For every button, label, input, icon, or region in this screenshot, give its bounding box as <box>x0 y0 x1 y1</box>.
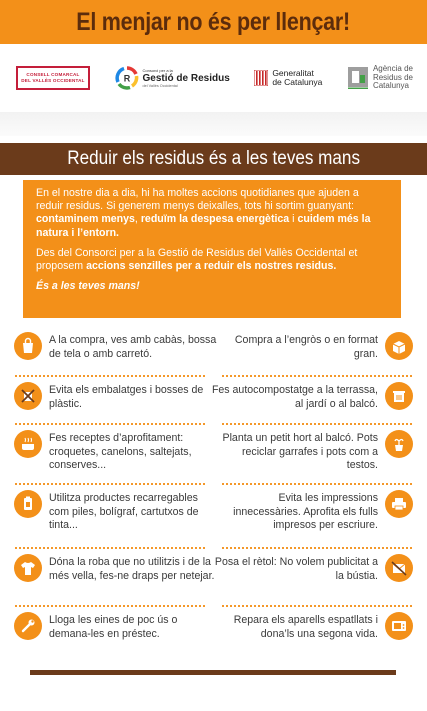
ccvo-logo-line2: DEL VALLÈS OCCIDENTAL <box>21 78 85 83</box>
gencat-line2: de Catalunya <box>272 77 323 87</box>
arc-line3: Catalunya <box>372 81 409 91</box>
intro-paragraph-1 <box>36 187 388 240</box>
consorci-logo[interactable] <box>115 66 230 90</box>
action-text: Lloga les eines de poc ús o demana-les en préstec. <box>49 614 178 640</box>
intro-text: Des del Consorci per a la Gestió de Residus del Vallès Occidental et proposem <box>36 246 358 273</box>
intro-text: En el nostre dia a dia, hi ha moltes accions quotidianes que ajuden a reduir residus. Si generem menys deixalles, tots hi sortim guanyant: <box>36 187 359 213</box>
action-item <box>14 382 219 411</box>
divider <box>14 547 206 549</box>
action-item <box>14 332 219 361</box>
arc-line1: Agència de <box>372 64 413 74</box>
title-banner <box>0 0 427 44</box>
divider <box>221 483 413 485</box>
shopping-bag-icon <box>14 332 42 360</box>
divider <box>14 483 206 485</box>
ccvo-logo[interactable] <box>16 66 90 90</box>
wrench-icon <box>14 612 42 640</box>
divider <box>14 375 206 377</box>
no-packaging-icon <box>14 382 42 410</box>
arc-line2: Residus de <box>372 72 413 82</box>
action-row <box>0 490 427 546</box>
action-text: Evita els embalatges i bosses de plàstic. <box>49 384 204 410</box>
action-item <box>208 430 413 473</box>
arc-logo[interactable] <box>347 65 413 91</box>
divider <box>221 605 413 607</box>
action-text: Utilitza productes recarregables com piles, bolígraf, cartutxos de tinta... <box>49 492 199 531</box>
microwave-icon <box>385 612 413 640</box>
no-mail-icon <box>385 554 413 582</box>
consorci-name: Gestió de Residus <box>142 73 230 84</box>
action-row <box>0 612 427 668</box>
action-item <box>208 490 413 533</box>
intro-bold-1: contaminem menys <box>36 213 135 226</box>
section-heading: Reduir els residus és a les teves mans <box>67 148 360 169</box>
action-text: Posa el rètol: No volem publicitat a la bústia. <box>214 556 378 582</box>
divider <box>221 547 413 549</box>
intro-box <box>23 180 401 318</box>
action-item <box>208 382 413 411</box>
action-text: Evita les impressions innecessàries. Aprofita els fulls impresos per escriure. <box>233 492 378 531</box>
ccvo-logo-line1: CONSELL COMARCAL <box>26 72 80 77</box>
action-text: Fes receptes d’aprofitament: croquetes, canelons, saltejats, conserves... <box>49 432 192 471</box>
divider <box>14 605 206 607</box>
page-title: El menjar no és per llençar! <box>76 7 351 36</box>
action-row <box>0 430 427 486</box>
logo-row <box>0 44 427 112</box>
t-shirt-icon <box>14 554 42 582</box>
intro-tagline: És a les teves mans! <box>36 280 140 293</box>
action-item <box>14 490 219 533</box>
gencat-logo[interactable] <box>254 69 322 87</box>
action-item <box>14 554 219 583</box>
action-row <box>0 554 427 610</box>
action-item <box>208 554 413 583</box>
action-text: Repara els aparells espatllats i dona’ls una segona vida. <box>233 614 378 640</box>
intro-paragraph-2 <box>36 247 388 273</box>
action-item <box>208 332 413 361</box>
refill-cartridge-icon <box>14 490 42 518</box>
consorci-sub: del Vallès Occidental <box>142 84 178 88</box>
divider <box>221 375 413 377</box>
action-text: Planta un petit hort al balcó. Pots reciclar garrafes i pots com a testos. <box>222 432 378 471</box>
printer-icon <box>385 490 413 518</box>
compost-bin-icon <box>385 382 413 410</box>
senyera-icon <box>254 70 268 86</box>
cooking-pot-icon <box>14 430 42 458</box>
arc-mark-icon <box>347 66 369 90</box>
action-item <box>14 612 219 641</box>
action-row <box>0 332 427 388</box>
action-text: A la compra, ves amb cabàs, bossa de tela o amb carretó. <box>49 334 217 360</box>
intro-bold-4: accions senzilles per a reduir els nostres residus. <box>86 260 337 273</box>
intro-text: , <box>134 213 141 226</box>
footer-bar <box>30 670 396 675</box>
action-item <box>208 612 413 641</box>
action-text: Fes autocompostatge a la terrassa, al jardí o al balcó. <box>211 384 378 410</box>
subtitle-bar <box>0 143 427 175</box>
separator-strip <box>0 112 427 136</box>
consorci-small: Consorci per a la <box>142 68 173 73</box>
recycle-ring-icon <box>115 66 139 90</box>
plant-pot-icon <box>385 430 413 458</box>
divider <box>14 423 206 425</box>
action-text: Dóna la roba que no utilitzis i de la més vella, fes-ne draps per netejar. <box>49 556 215 582</box>
intro-bold-3: cuidem més la natura i l’entorn. <box>36 213 371 239</box>
divider <box>221 423 413 425</box>
intro-bold-2: reduïm la despesa energètica <box>140 213 290 226</box>
gencat-line1: Generalitat <box>272 68 314 78</box>
box-icon <box>385 332 413 360</box>
svg-text:R: R <box>123 73 130 84</box>
intro-text: i <box>289 213 298 226</box>
action-item <box>14 430 219 473</box>
action-text: Compra a l’engròs o en format gran. <box>234 334 378 360</box>
